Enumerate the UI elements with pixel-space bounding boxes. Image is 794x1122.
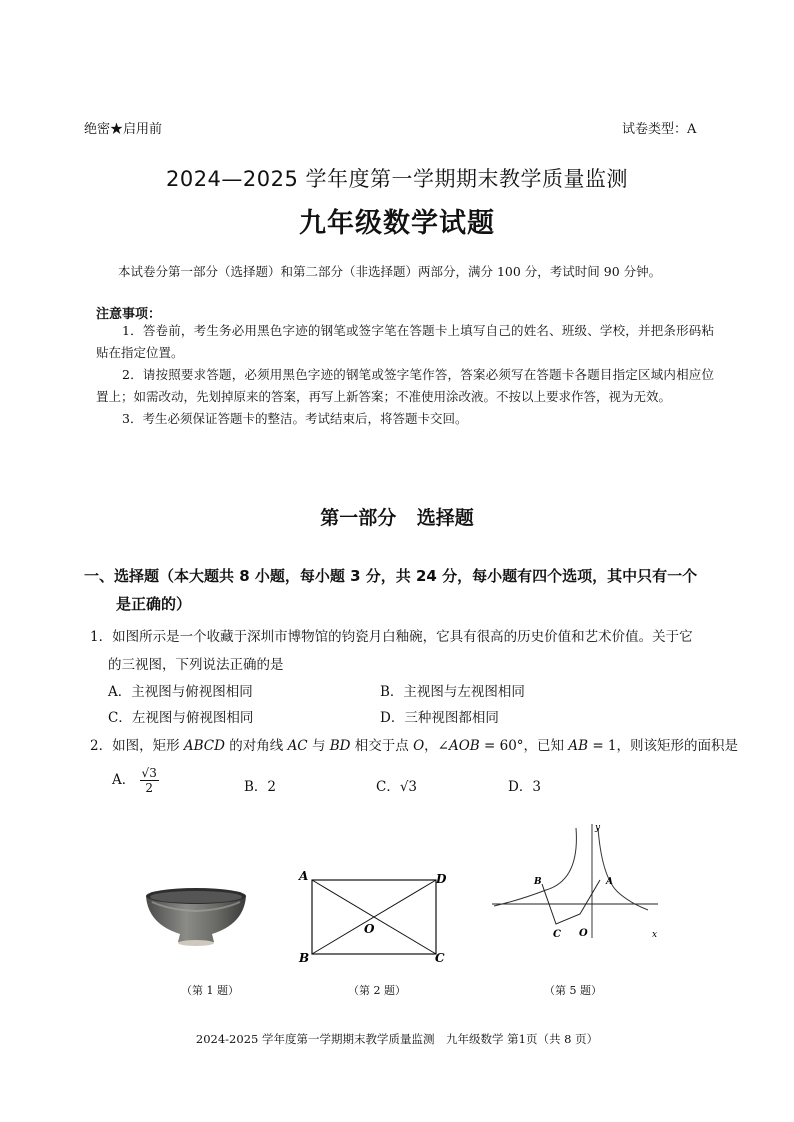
- bowl-figure: [140, 880, 252, 952]
- question-1-stem: 1．如图所示是一个收藏于深圳市博物馆的钧瓷月白釉碗，它具有很高的历史价值和艺术价值。关于它: [90, 629, 693, 645]
- question-1-option-a: A．主视图与俯视图相同: [108, 684, 253, 700]
- question-1-stem-cont: 的三视图，下列说法正确的是: [108, 657, 284, 673]
- notice-heading: 注意事项：: [96, 307, 162, 322]
- page-footer: 2024-2025 学年度第一学期期末教学质量监测 九年级数学 第1页（共 8 页）: [195, 1032, 599, 1046]
- q2-var: BD: [329, 738, 351, 754]
- section-heading-line: 一、选择题（本大题共 8 小题，每小题 3 分，共 24 分，每小题有四个选项，其中只有一个: [84, 567, 698, 585]
- paper-type-label: 试卷类型：A: [622, 122, 697, 137]
- q2-text: = 1，则该矩形的面积是: [588, 738, 739, 754]
- q2-var: AC: [287, 738, 308, 754]
- notice-list: [96, 320, 714, 430]
- option-label: A．: [112, 772, 136, 788]
- point-label-c: C: [553, 929, 561, 940]
- question-2-option-a: [112, 766, 159, 795]
- exam-subtitle: 九年级数学试题: [299, 208, 495, 239]
- axis-label-y: y: [595, 823, 601, 833]
- figure-2-caption: （第 2 题）: [348, 984, 406, 997]
- fraction-denominator: 2: [145, 781, 153, 795]
- q2-text: ，∠: [424, 738, 449, 754]
- q2-var: ABCD: [183, 738, 225, 754]
- fraction-numerator: √3: [141, 766, 157, 780]
- origin-label-o: O: [579, 928, 588, 939]
- figure-1-caption: （第 1 题）: [181, 984, 239, 997]
- question-1-option-b: B．主视图与左视图相同: [380, 684, 525, 700]
- point-label-a: A: [606, 877, 613, 887]
- part-title: 第一部分 选择题: [320, 507, 474, 529]
- point-label-b: B: [534, 877, 542, 887]
- rectangle-figure: [296, 866, 456, 968]
- question-2-stem: [90, 734, 738, 754]
- q2-var: O: [413, 738, 425, 754]
- q2-text: = 60°，已知: [479, 738, 569, 754]
- axis-label-x: x: [652, 930, 658, 940]
- notice-item: 3．考生必须保证答题卡的整洁。考试结束后，将答题卡交回。: [122, 411, 468, 426]
- fraction: [140, 766, 159, 795]
- q2-text: 与: [307, 738, 330, 754]
- q2-text: 相交于点: [350, 738, 414, 754]
- notice-item: 2．请按照要求答题，必须用黑色字迹的钢笔或签字笔作答，答案必须写在答题卡各题目指定区域内相应位置上；如需改动，先划掉原来的答案，再写上新答案；不准使用涂改液。不按以上要求作答，视为无效。: [96, 367, 714, 404]
- exam-intro: 本试卷分第一部分（选择题）和第二部分（非选择题）两部分，满分 100 分，考试时间 90 分钟。: [118, 264, 662, 279]
- exam-title: 2024—2025 学年度第一学期期末教学质量监测: [165, 167, 629, 191]
- question-1-option-d: D．三种视图都相同: [380, 710, 499, 726]
- q2-text: 的对角线: [224, 738, 288, 754]
- confidential-label: 绝密★启用前: [84, 122, 163, 137]
- section-heading-line: 是正确的）: [116, 595, 192, 613]
- q2-var: AOB: [448, 738, 480, 754]
- vertex-label-c: C: [435, 951, 445, 965]
- question-2-option-c: C．√3: [376, 779, 418, 795]
- center-label-o: O: [364, 922, 375, 936]
- q2-text: 2．如图，矩形: [90, 738, 184, 754]
- section-heading: [84, 562, 724, 618]
- question-1-option-c: C．左视图与俯视图相同: [108, 710, 254, 726]
- figure-5-caption: （第 5 题）: [544, 984, 602, 997]
- question-2-option-b: B．2: [244, 779, 277, 795]
- notice-item: 1．答卷前，考生务必用黑色字迹的钢笔或签字笔在答题卡上填写自己的姓名、班级、学校，并把条形码粘贴在指定位置。: [96, 323, 714, 360]
- hyperbola-figure: [490, 818, 670, 942]
- question-2-option-d: D．3: [508, 779, 541, 795]
- vertex-label-b: B: [299, 951, 310, 965]
- vertex-label-d: D: [436, 872, 447, 886]
- vertex-label-a: A: [299, 869, 309, 883]
- q2-var: AB: [568, 738, 589, 754]
